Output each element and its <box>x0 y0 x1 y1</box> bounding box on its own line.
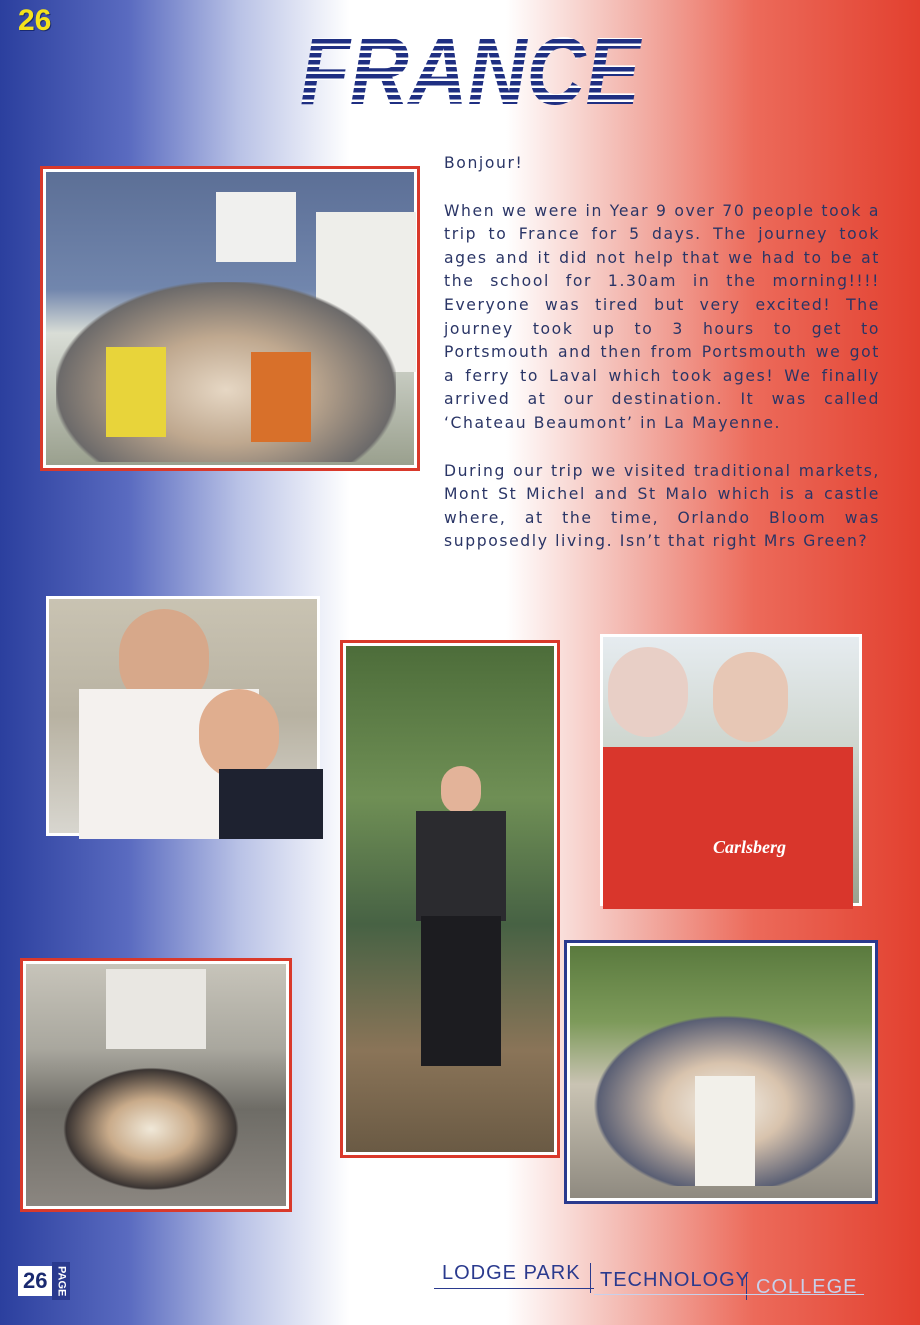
photo-large-group <box>564 940 878 1204</box>
logo-word-college: COLLEGE <box>756 1276 858 1298</box>
corner-page-number: 26 <box>18 4 52 37</box>
photo-two-boys <box>46 596 320 836</box>
photo-girl-bridge <box>340 640 560 1158</box>
photo-girls-steps <box>20 958 292 1212</box>
article-paragraph-2: During our trip we visited traditional markets, Mont St Michel and St Malo which is a castle where, at the time, Orlando Bloom was supposedly living. Isn’t that right Mrs Green? <box>444 461 880 551</box>
logo-word-lodge-park: LODGE PARK <box>442 1262 581 1284</box>
photo-football-shirts <box>600 634 862 906</box>
article-greeting: Bonjour! <box>444 154 524 172</box>
logo-word-technology: TECHNOLOGY <box>600 1269 751 1291</box>
footer-page-label: PAGE <box>52 1262 70 1300</box>
footer-page-number: 26 <box>18 1266 52 1296</box>
page-title <box>290 18 650 125</box>
school-logo <box>434 1258 874 1308</box>
article-body <box>444 152 880 578</box>
page-title-text: FRANCE <box>300 18 643 125</box>
photo-group-house <box>40 166 420 471</box>
footer-page-marker <box>18 1262 70 1300</box>
shirt-sponsor-text: Carlsberg <box>713 837 787 857</box>
article-paragraph-1: When we were in Year 9 over 70 people took a trip to France for 5 days. The journey took ages and it did not help that we had to be at the school for 1.30am in the morning!!!! Everyone was tired but very excited! The journey took up to 3 hours to get to Portsmouth and then from Portsmouth we got a ferry to Laval which took ages! We finally arrived at our destination. It was called ‘Chateau Beaumont’ in La Mayenne. <box>444 201 880 432</box>
